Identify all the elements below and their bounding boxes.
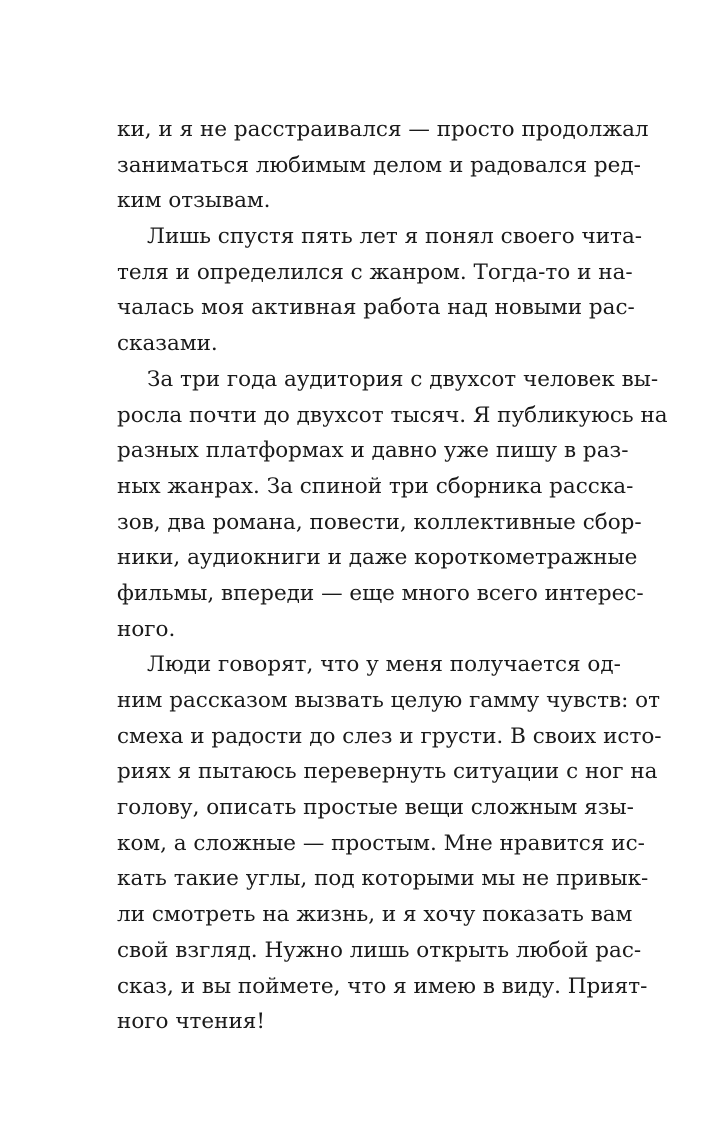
text-line: ним рассказом вызвать целую гамму чувств: от [117,688,661,713]
text-line: чалась моя активная работа над новыми рас- [117,295,635,321]
text-line: ного чтения! [117,1009,266,1035]
text-line: сказ, и вы поймете, что я имею в виду. Прият- [117,973,648,999]
text-line: ком, а сложные — простым. Мне нравится ис- [117,830,645,856]
text-line: фильмы, впереди — еще много всего интерес- [117,580,644,606]
paragraph [117,362,668,648]
text-line: сказами. [117,331,218,357]
text-line: кать такие углы, под которыми мы не привык- [117,866,649,892]
paragraph [117,112,649,219]
text-line: заниматься любимым делом и радовался ред- [117,152,641,178]
text-line: разных платформах и давно уже пишу в раз- [117,438,629,464]
text-line: ки, и я не расстраивался — просто продолжал [117,117,649,142]
text-line: ного. [117,616,176,642]
text-line: ники, аудиокниги и даже короткометражные [117,545,638,571]
text-line: ных жанрах. За спиной три сборника расска- [117,473,634,499]
text-line: свой взгляд. Нужно лишь открыть любой рас- [117,937,642,963]
text-line: ким отзывам. [117,188,271,214]
text-line: ли смотреть на жизнь, и я хочу показать вам [117,902,633,928]
text-line: росла почти до двухсот тысяч. Я публикуюсь на [117,402,668,428]
text-line: голову, описать простые вещи сложным язы- [117,795,634,821]
text-line: зов, два романа, повести, коллективные сбор- [117,509,642,535]
page-body [117,112,668,1040]
text-line: За три года аудитория с двухсот человек вы- [147,366,659,392]
text-line: риях я пытаюсь перевернуть ситуации с ног на [117,759,658,785]
paragraph [117,219,643,362]
text-line: Лишь спустя пять лет я понял своего чита- [147,224,643,250]
text-line: теля и определился с жанром. Тогда-то и на- [117,259,633,285]
text-line: смеха и радости до слез и грусти. В своих исто- [117,723,662,749]
text-line: Люди говорят, что у меня получается од- [147,652,621,678]
paragraph [117,647,662,1040]
